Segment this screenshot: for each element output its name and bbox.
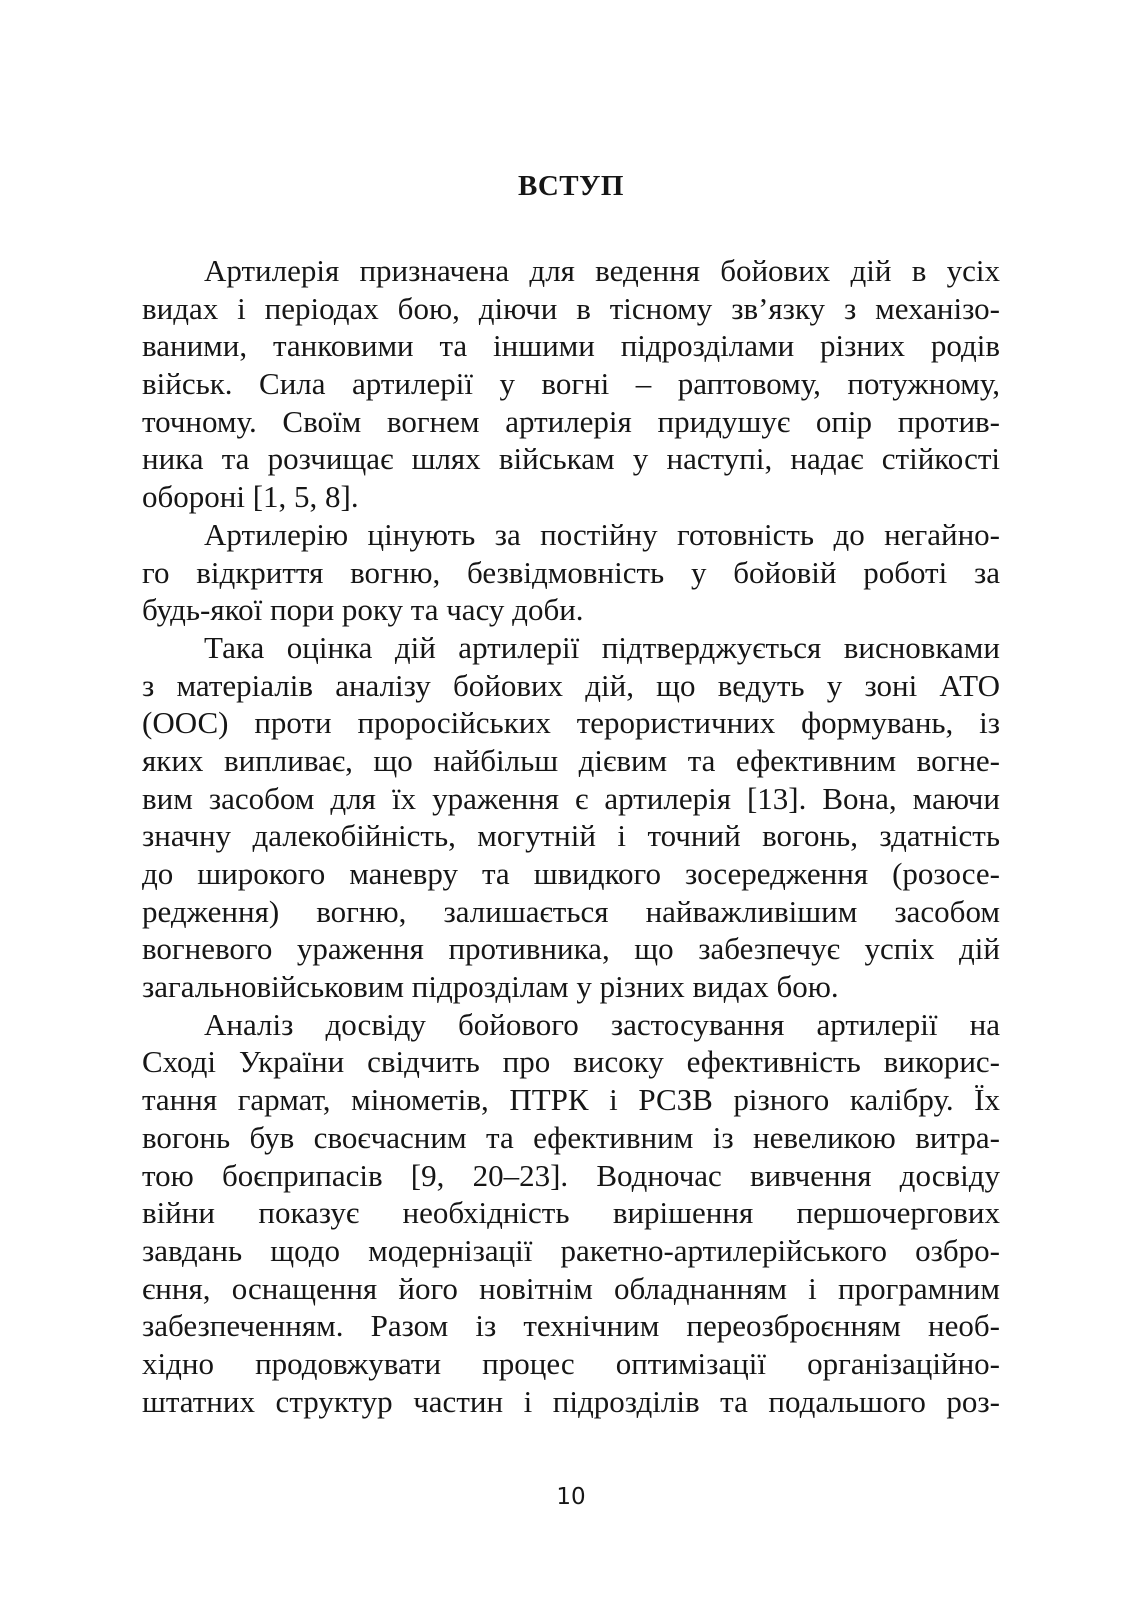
text-line: го відкриття вогню, безвідмовність у бойовій роботі за — [142, 554, 1000, 590]
text-line: яких випливає, що найбільш дієвим та ефективним вогне- — [142, 742, 1000, 778]
text-line: штатних структур частин і підрозділів та подальшого роз- — [142, 1383, 1000, 1419]
text-line: вогневого ураження противника, що забезпечує успіх дій — [142, 931, 1000, 967]
text-line: тання гармат, мінометів, ПТРК і РСЗВ різного калібру. Їх — [142, 1082, 1000, 1118]
text-line: завдань щодо модернізації ракетно-артилерійського озбро- — [142, 1232, 1000, 1268]
text-line: будь-якої пори року та часу доби. — [142, 592, 584, 628]
paragraph — [142, 516, 1000, 629]
text-line: (ООС) проти проросійських терористичних формувань, із — [142, 705, 1000, 741]
text-line: тою боєприпасів [9, 20–23]. Водночас вивчення досвіду — [142, 1157, 1000, 1193]
body-text — [142, 252, 1000, 1420]
text-line: з матеріалів аналізу бойових дій, що ведуть у зоні АТО — [142, 667, 1000, 703]
text-line: вим засобом для їх ураження є артилерія [13]. Вона, маючи — [142, 780, 1000, 816]
text-line: Сході України свідчить про високу ефективність викорис- — [142, 1044, 1000, 1080]
paragraph — [142, 629, 1000, 1006]
text-line: війни показує необхідність вирішення першочергових — [142, 1195, 1000, 1231]
paragraph — [142, 1006, 1000, 1421]
page-number: 10 — [556, 1484, 586, 1510]
section-heading: ВСТУП — [518, 170, 624, 202]
paragraph — [142, 252, 1000, 516]
text-line: точному. Своїм вогнем артилерія придушує опір против- — [142, 403, 1000, 439]
text-line: значну далекобійність, могутній і точний вогонь, здатність — [142, 818, 1000, 854]
text-line: редження) вогню, залишається найважливішим засобом — [142, 893, 1000, 929]
text-line: Аналіз досвіду бойового застосування артилерії на — [204, 1006, 1000, 1042]
text-line: єння, оснащення його новітнім обладнанням і програмним — [142, 1270, 1000, 1306]
text-line: видах і періодах бою, діючи в тісному зв’язку з механізо- — [142, 290, 1000, 326]
text-line: до широкого маневру та швидкого зосередження (розосе- — [142, 856, 1000, 891]
text-line: Така оцінка дій артилерії підтверджується висновками — [204, 629, 1000, 665]
text-line: Артилерія призначена для ведення бойових дій в усіх — [204, 253, 1000, 288]
text-line: ника та розчищає шлях військам у наступі, надає стійкості — [142, 441, 1000, 477]
text-line: обороні [1, 5, 8]. — [142, 479, 359, 515]
text-line: Артилерію цінують за постійну готовність до негайно- — [204, 516, 1000, 552]
text-line: вогонь був своєчасним та ефективним із невеликою витра- — [142, 1119, 1000, 1155]
text-line: забезпеченням. Разом із технічним переозброєнням необ- — [142, 1308, 1000, 1344]
text-line: військ. Сила артилерії у вогні – раптовому, потужному, — [142, 366, 1000, 402]
text-line: загальновійськовим підрозділам у різних видах бою. — [142, 969, 839, 1005]
text-line: хідно продовжувати процес оптимізації організаційно- — [142, 1345, 1000, 1381]
text-line: ваними, танковими та іншими підрозділами різних родів — [142, 328, 1000, 364]
